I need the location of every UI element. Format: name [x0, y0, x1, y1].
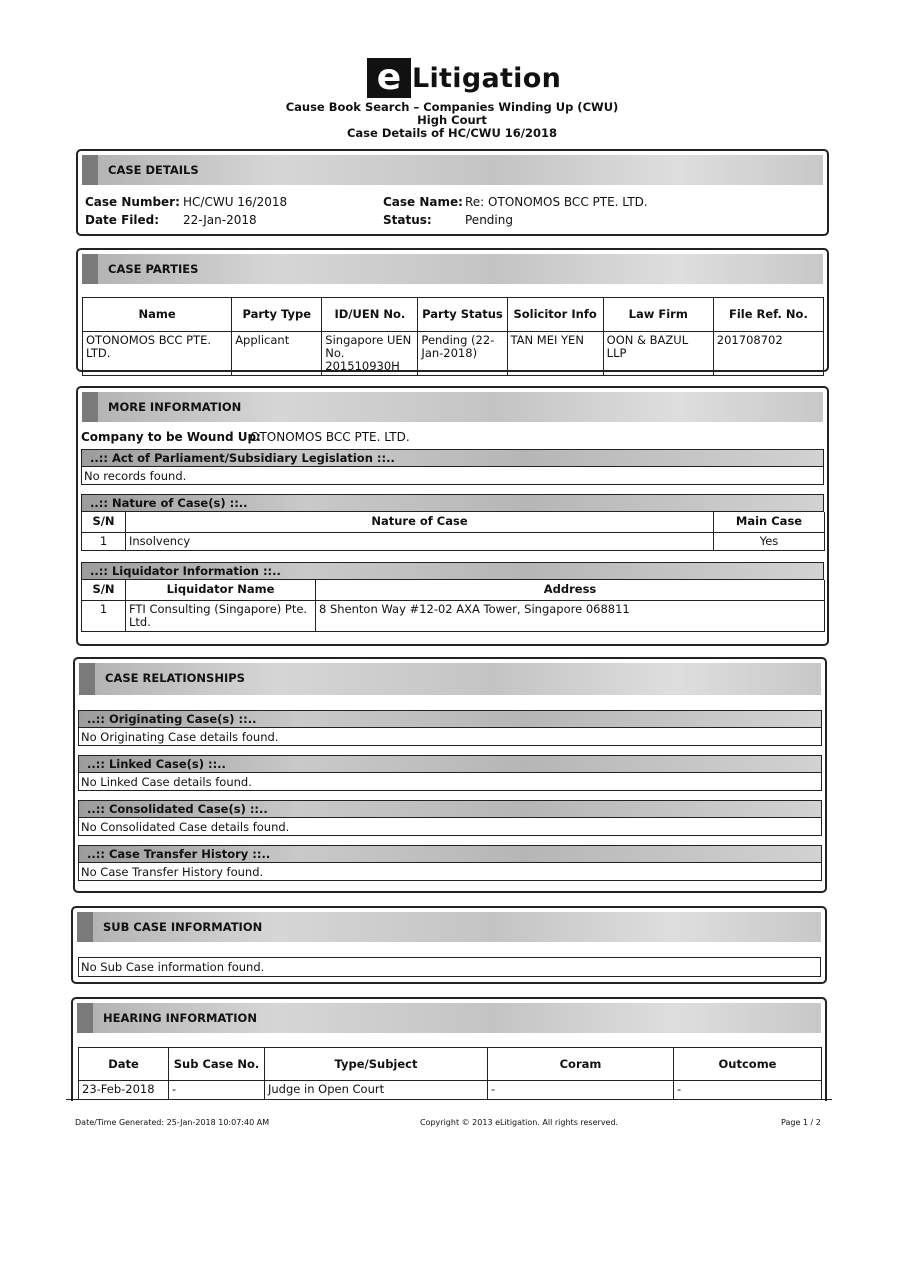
table-cell: TAN MEI YEN: [507, 332, 603, 376]
section-title: CASE RELATIONSHIPS: [105, 671, 245, 685]
table-cell: FTI Consulting (Singapore) Pte. Ltd.: [126, 600, 316, 631]
column-header: Nature of Case: [126, 512, 714, 532]
column-header: S/N: [82, 580, 126, 600]
subsection-title: ..:: Liquidator Information ::..: [90, 564, 281, 578]
act-of-parliament-bar: [81, 449, 824, 467]
column-header: Date: [79, 1048, 169, 1081]
section-title: HEARING INFORMATION: [103, 1011, 257, 1025]
originating-case-row: [78, 728, 822, 746]
section-title: CASE PARTIES: [108, 262, 199, 276]
column-header: Solicitor Info: [507, 298, 603, 332]
case-number-value: HC/CWU 16/2018: [183, 195, 288, 209]
empty-message: No Linked Case details found.: [81, 775, 252, 789]
table-header-row: [82, 512, 825, 532]
sub-case-section: [71, 906, 827, 984]
case-details-header: [82, 155, 823, 185]
empty-message: No Consolidated Case details found.: [81, 820, 290, 834]
column-header: Sub Case No.: [169, 1048, 265, 1081]
status-value: Pending: [465, 213, 513, 227]
table-cell: Judge in Open Court: [265, 1081, 488, 1099]
column-header: Party Status: [418, 298, 507, 332]
copyright-notice: Copyright © 2013 eLitigation. All rights reserved.: [420, 1118, 619, 1127]
table-cell: 8 Shenton Way #12-02 AXA Tower, Singapore 068811: [316, 600, 825, 631]
subsection-title: ..:: Consolidated Case(s) ::..: [87, 802, 268, 816]
case-name-label: Case Name:: [383, 195, 463, 209]
table-row: [82, 600, 825, 631]
liquidator-info-bar: [81, 562, 824, 580]
case-number-label: Case Number:: [85, 195, 180, 209]
table-cell: Singapore UEN No. 201510930H: [322, 332, 418, 376]
case-parties-header: [82, 254, 823, 284]
subsection-title: ..:: Linked Case(s) ::..: [87, 757, 226, 771]
hearing-information-header: [77, 1003, 821, 1033]
subsection-title: ..:: Act of Parliament/Subsidiary Legislation ::..: [90, 451, 395, 465]
table-row: [79, 1081, 822, 1099]
case-name-value: Re: OTONOMOS BCC PTE. LTD.: [465, 195, 648, 209]
column-header: Party Type: [232, 298, 322, 332]
page-title: Case Details of HC/CWU 16/2018: [346, 126, 558, 140]
table-cell: 1: [82, 600, 126, 631]
table-header-row: [82, 580, 825, 600]
status-label: Status:: [383, 213, 432, 227]
column-header: Main Case: [714, 512, 825, 532]
page-subtitle: Cause Book Search – Companies Winding Up (CWU): [285, 100, 619, 114]
sub-case-row: [78, 957, 821, 977]
case-transfer-bar: [78, 845, 822, 863]
hearing-information-section: [71, 997, 827, 1101]
nature-of-case-bar: [81, 494, 824, 512]
sub-case-header: [77, 912, 821, 942]
logo-e-mark: e: [367, 58, 411, 98]
table-cell: -: [674, 1081, 822, 1099]
table-cell: -: [488, 1081, 674, 1099]
case-parties-section: [76, 248, 829, 372]
subsection-title: ..:: Originating Case(s) ::..: [87, 712, 257, 726]
table-row: [83, 332, 824, 376]
table-header-row: [83, 298, 824, 332]
column-header: ID/UEN No.: [322, 298, 418, 332]
table-header-row: [79, 1048, 822, 1081]
column-header: Address: [316, 580, 825, 600]
table-row: [82, 532, 825, 550]
table-cell: Insolvency: [126, 532, 714, 550]
court-name: High Court: [417, 113, 487, 127]
case-transfer-row: [78, 863, 822, 881]
table-cell: OTONOMOS BCC PTE. LTD.: [83, 332, 232, 376]
section-title: MORE INFORMATION: [108, 400, 242, 414]
page-divider: [66, 1099, 832, 1100]
consolidated-case-row: [78, 818, 822, 836]
column-header: Liquidator Name: [126, 580, 316, 600]
table-cell: Pending (22-Jan-2018): [418, 332, 507, 376]
column-header: Law Firm: [603, 298, 713, 332]
column-header: File Ref. No.: [713, 298, 823, 332]
table-cell: 201708702: [713, 332, 823, 376]
act-of-parliament-row: [81, 467, 824, 485]
linked-case-row: [78, 773, 822, 791]
table-cell: 1: [82, 532, 126, 550]
column-header: Coram: [488, 1048, 674, 1081]
more-information-section: [76, 386, 829, 646]
section-title: CASE DETAILS: [108, 163, 199, 177]
table-cell: OON & BAZUL LLP: [603, 332, 713, 376]
column-header: Outcome: [674, 1048, 822, 1081]
subsection-title: ..:: Nature of Case(s) ::..: [90, 496, 248, 510]
section-title: SUB CASE INFORMATION: [103, 920, 263, 934]
page-number: Page 1 / 2: [781, 1118, 821, 1127]
nature-of-case-table: [81, 512, 825, 551]
table-cell: Yes: [714, 532, 825, 550]
date-filed-value: 22-Jan-2018: [183, 213, 257, 227]
originating-case-bar: [78, 710, 822, 728]
date-filed-label: Date Filed:: [85, 213, 160, 227]
case-details-section: [76, 149, 829, 236]
consolidated-case-bar: [78, 800, 822, 818]
empty-message: No Sub Case information found.: [81, 960, 265, 974]
column-header: Type/Subject: [265, 1048, 488, 1081]
linked-case-bar: [78, 755, 822, 773]
column-header: S/N: [82, 512, 126, 532]
column-header: Name: [83, 298, 232, 332]
parties-table: [82, 297, 824, 376]
company-wound-up-value: OTONOMOS BCC PTE. LTD.: [250, 430, 410, 444]
elitigation-logo: [367, 58, 561, 98]
case-relationships-header: [79, 663, 821, 695]
subsection-title: ..:: Case Transfer History ::..: [87, 847, 271, 861]
table-cell: 23-Feb-2018: [79, 1081, 169, 1099]
empty-message: No Case Transfer History found.: [81, 865, 264, 879]
more-information-header: [82, 392, 823, 422]
hearing-table: [78, 1047, 822, 1099]
generated-timestamp: Date/Time Generated: 25-Jan-2018 10:07:40 AM: [75, 1118, 270, 1127]
table-cell: -: [169, 1081, 265, 1099]
empty-message: No records found.: [84, 469, 187, 483]
logo-wordmark: Litigation: [412, 62, 562, 94]
case-relationships-section: [73, 657, 827, 893]
liquidator-table: [81, 580, 825, 632]
table-cell: Applicant: [232, 332, 322, 376]
company-wound-up-label: Company to be Wound Up:: [81, 430, 261, 444]
empty-message: No Originating Case details found.: [81, 730, 279, 744]
